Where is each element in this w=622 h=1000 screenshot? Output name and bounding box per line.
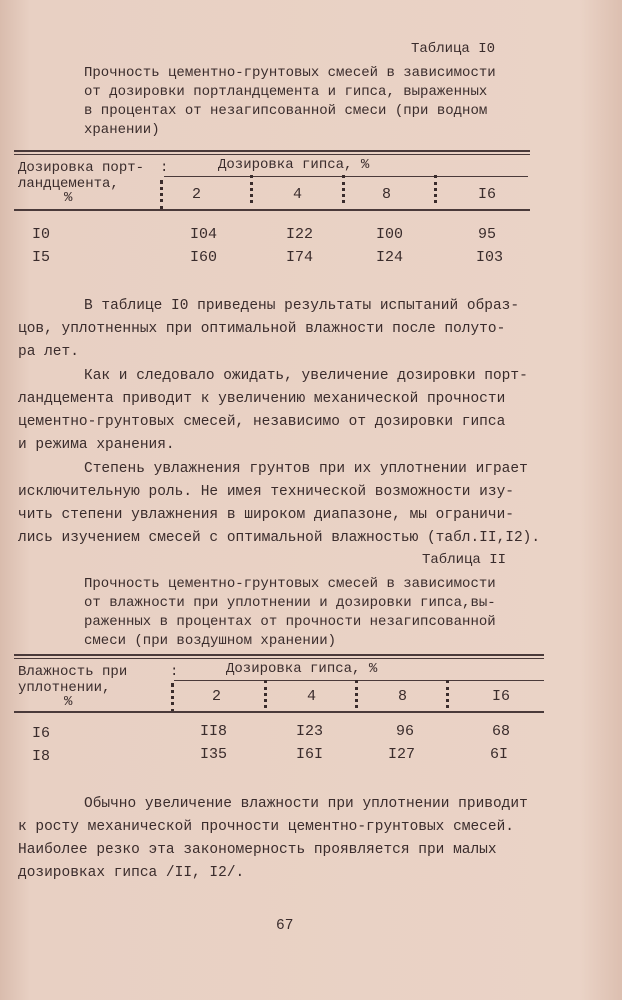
paragraph-line: чить степени увлажнения в широком диапазоне, мы ограничи- [18,507,514,523]
paragraph-line: ра лет. [18,344,79,360]
table11-col-divider [171,683,178,713]
table11-colon: : [170,664,179,680]
table10-caption-line: в процентах от незагипсованной смеси (при водном [84,103,488,119]
table10-cell: I74 [286,249,314,266]
paragraph-line: цементно-грунтовых смесей, независимо от дозировки гипса [18,414,506,430]
table10-col-header: 2 [192,186,202,203]
table10-top-rule-2 [14,154,530,155]
table11-row-key: I8 [32,748,51,765]
table11-cell: I27 [388,746,416,763]
table11-col-header: I6 [492,688,511,705]
table10-caption-line: хранении) [84,122,160,138]
table10-colon: : [160,160,169,176]
table11-cell: II8 [200,723,228,740]
table10-cell: I60 [190,249,218,266]
paragraph-line: ландцемента приводит к увеличению механической прочности [18,391,506,407]
table11-group-header: Дозировка гипса, % [226,661,378,677]
table10-top-rule [14,150,530,152]
table10-cell: 95 [478,226,497,243]
table11-col-header: 2 [212,688,222,705]
paragraph-line: Степень увлажнения грунтов при их уплотнении играет [84,461,528,477]
table10-row-header: ландцемента, [18,176,119,192]
table11-cell: 68 [492,723,511,740]
table10-group-header: Дозировка гипса, % [218,157,370,173]
table10-row-key: I5 [32,249,51,266]
table10-row-key: I0 [32,226,51,243]
table11-top-rule-2 [14,658,544,659]
table11-row-key: I6 [32,725,51,742]
table11-col-divider [355,680,362,708]
table11-row-header: уплотнении, [18,680,111,696]
table10-cell: I04 [190,226,218,243]
table10-col-header: 8 [382,186,392,203]
table11-caption-line: смеси (при воздушном хранении) [84,633,337,649]
paragraph-line: дозировках гипса /II, I2/. [18,865,245,881]
table11-row-header: % [64,694,73,710]
paragraph-line: Наиболее резко эта закономерность проявляется при малых [18,842,497,858]
table11-caption-line: раженных в процентах от прочности незагипсованной [84,614,496,630]
paragraph-line: Обычно увеличение влажности при уплотнении приводит [84,796,528,812]
table10-col-divider [434,175,441,203]
table10-col-divider [250,175,257,203]
paragraph-line: лись изучением смесей с оптимальной влажностью (табл.II,I2). [18,530,541,546]
paragraph-line: Как и следовало ожидать, увеличение дозировки порт- [84,368,528,384]
table11-cell: I35 [200,746,228,763]
table10-label: Таблица I0 [411,41,496,57]
table11-col-header: 8 [398,688,408,705]
table10-col-header: 4 [293,186,303,203]
table11-cell: I6I [296,746,324,763]
paragraph-line: и режима хранения. [18,437,175,453]
table11-header-rule [14,711,544,713]
paragraph-line: исключительную роль. Не имея технической возможности изу- [18,484,514,500]
paragraph-line: В таблице I0 приведены результаты испытаний образ- [84,298,520,314]
table11-col-divider [446,680,453,708]
table11-col-header: 4 [307,688,317,705]
table10-col-divider [160,180,167,210]
table11-col-divider [264,680,271,708]
page-number: 67 [276,918,294,934]
table11-cell: 6I [490,746,509,763]
table11-label: Таблица II [422,552,507,568]
table10-caption-line: от дозировки портландцемента и гипса, выраженных [84,84,488,100]
table10-cell: I00 [376,226,404,243]
table11-caption-line: от влажности при уплотнении и дозировки гипса,вы- [84,595,496,611]
paragraph-line: цов, уплотненных при оптимальной влажности после полуто- [18,321,506,337]
table10-row-header: % [64,190,73,206]
table10-col-header: I6 [478,186,497,203]
table11-caption-line: Прочность цементно-грунтовых смесей в зависимости [84,576,496,592]
table10-header-rule [14,209,530,211]
table10-row-header: Дозировка порт- [18,160,145,176]
table10-caption-line: Прочность цементно-грунтовых смесей в зависимости [84,65,496,81]
table10-cell: I03 [476,249,504,266]
table11-cell: I23 [296,723,324,740]
table11-cell: 96 [396,723,415,740]
table10-cell: I24 [376,249,404,266]
paragraph-line: к росту механической прочности цементно-грунтовых смесей. [18,819,514,835]
table11-top-rule [14,654,544,656]
table11-row-header: Влажность при [18,664,128,680]
table10-cell: I22 [286,226,314,243]
table10-col-divider [342,175,349,203]
